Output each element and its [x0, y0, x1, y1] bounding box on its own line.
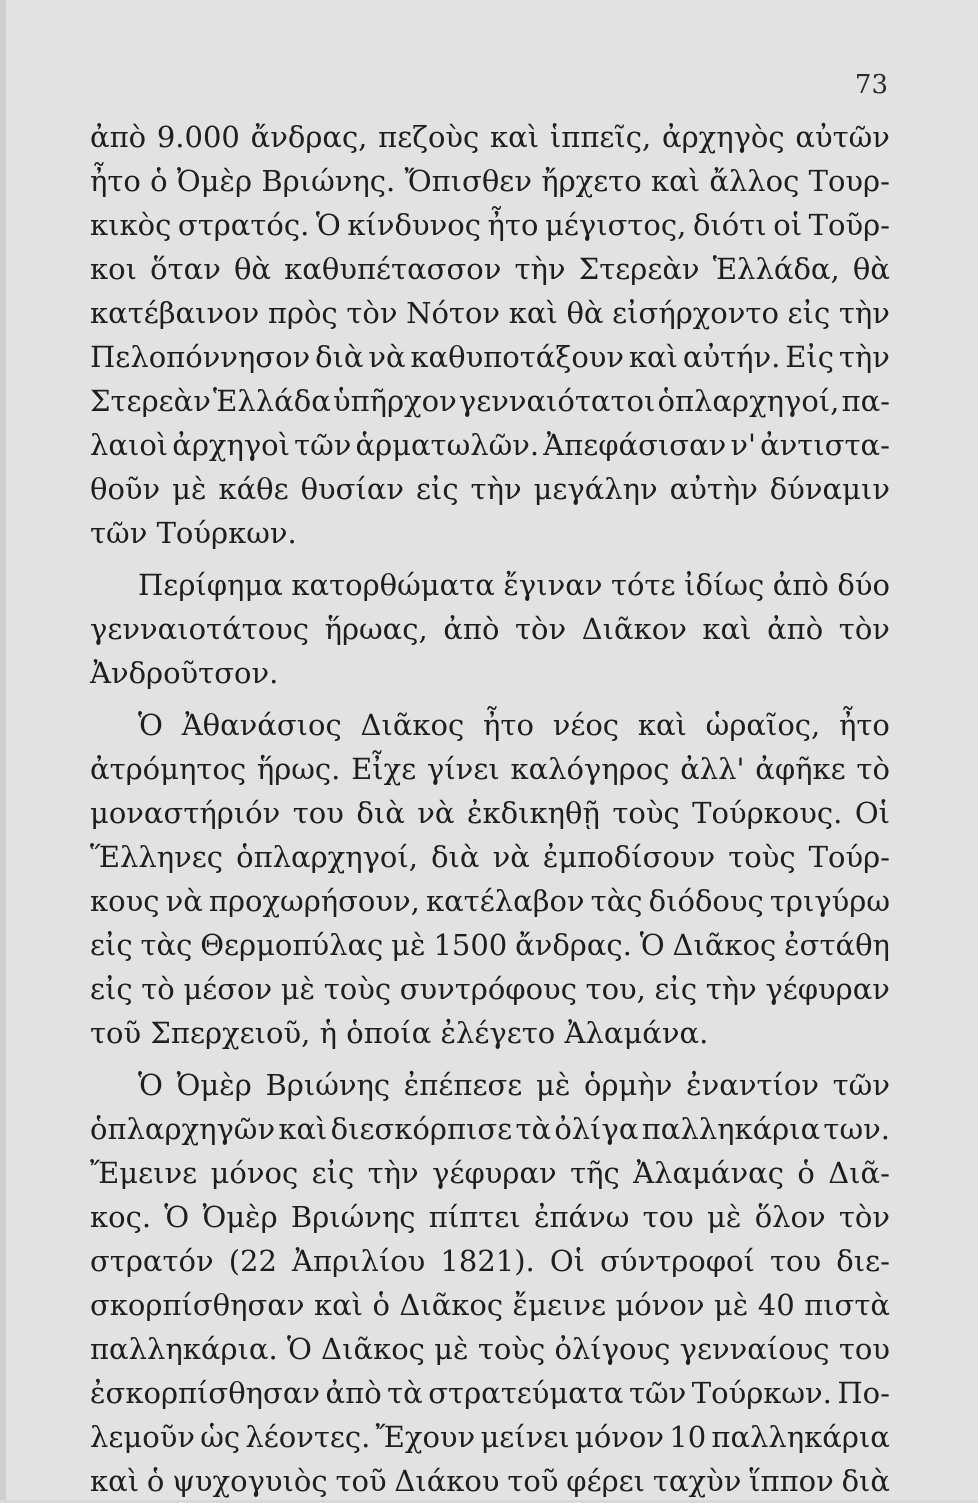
- page-edge: [0, 0, 6, 1500]
- paragraph-gap: [90, 555, 890, 563]
- text-line: κοι ὅταν θὰ καθυπέτασσον τὴν Στερεὰν Ἑλλάδα, θὰ: [90, 252, 890, 286]
- text-line: Ὁ Ὀμὲρ Βριώνης ἐπέπεσε μὲ ὁρμὴν ἐναντίον τῶν: [138, 1068, 890, 1102]
- text-line: λαιοὶ ἀρχηγοὶ τῶν ἁρματωλῶν. Ἀπεφάσισαν ν' ἀντιστα-: [90, 428, 890, 462]
- text-line: Ἕλληνες ὁπλαρχηγοί, διὰ νὰ ἐμποδίσουν τοὺς Τούρ-: [90, 840, 890, 874]
- text-line: τῶν Τούρκων.: [90, 516, 297, 550]
- text-line: λεμοῦν ὡς λέοντες. Ἔχουν μείνει μόνον 10 παλληκάρια: [90, 1420, 890, 1454]
- text-line: παλληκάρια. Ὁ Διᾶκος μὲ τοὺς ὀλίγους γενναίους του: [90, 1332, 890, 1366]
- text-line: εἰς τὰς Θερμοπύλας μὲ 1500 ἄνδρας. Ὁ Διᾶκος ἐστάθη: [90, 928, 890, 962]
- text-line: Περίφημα κατορθώματα ἔγιναν τότε ἰδίως ἀπὸ δύο: [138, 568, 890, 602]
- text-line: ἐσκορπίσθησαν ἀπὸ τὰ στρατεύματα τῶν Τούρκων. Πο-: [90, 1376, 890, 1410]
- paragraph-gap: [90, 1055, 890, 1063]
- paragraph-gap: [90, 695, 890, 703]
- text-line: κους νὰ προχωρήσουν, κατέλαβον τὰς διόδους τριγύρω: [90, 884, 890, 918]
- text-line: Στερεὰν Ἑλλάδα ὑπῆρχον γενναιότατοι ὁπλαρχηγοί, πα-: [90, 384, 890, 418]
- text-line: Ὁ Ἀθανάσιος Διᾶκος ἦτο νέος καὶ ὡραῖος, ἦτο: [138, 708, 890, 742]
- text-line: ἀπὸ 9.000 ἄνδρας, πεζοὺς καὶ ἱππεῖς, ἀρχηγὸς αὐτῶν: [90, 120, 890, 154]
- text-line: γενναιοτάτους ἥρωας, ἀπὸ τὸν Διᾶκον καὶ ἀπὸ τὸν: [90, 612, 890, 646]
- text-line: ἦτο ὁ Ὀμὲρ Βριώνης. Ὄπισθεν ἤρχετο καὶ ἄλλος Τουρ-: [90, 164, 890, 198]
- text-line: κατέβαινον πρὸς τὸν Νότον καὶ θὰ εἰσήρχοντο εἰς τὴν: [90, 296, 890, 330]
- text-line: εἰς τὸ μέσον μὲ τοὺς συντρόφους του, εἰς τὴν γέφυραν: [90, 972, 890, 1006]
- text-line: Πελοπόννησον διὰ νὰ καθυποτάξουν καὶ αὐτήν. Εἰς τὴν: [90, 340, 890, 374]
- text-line: ἀτρόμητος ἥρως. Εἶχε γίνει καλόγηρος ἀλλ' ἀφῆκε τὸ: [90, 752, 890, 786]
- text-line: κος. Ὁ Ὀμὲρ Βριώνης πίπτει ἐπάνω του μὲ ὅλον τὸν: [90, 1200, 890, 1234]
- page-number: 73: [854, 70, 888, 100]
- body-text: [90, 115, 890, 1503]
- text-line: κικὸς στρατός. Ὁ κίνδυνος ἦτο μέγιστος, διότι οἱ Τοῦρ-: [90, 208, 890, 242]
- text-line: ὁπλαρχηγῶν καὶ διεσκόρπισε τὰ ὀλίγα παλληκάρια των.: [90, 1112, 890, 1146]
- text-line: καὶ ὁ ψυχογυιὸς τοῦ Διάκου τοῦ φέρει ταχὺν ἵππον διὰ: [90, 1464, 890, 1498]
- text-line: στρατόν (22 Ἀπριλίου 1821). Οἱ σύντροφοί του διε-: [90, 1244, 890, 1278]
- text-line: σκορπίσθησαν καὶ ὁ Διᾶκος ἔμεινε μόνον μὲ 40 πιστὰ: [90, 1288, 890, 1322]
- text-line: Ἀνδροῦτσον.: [90, 656, 279, 690]
- text-line: μοναστήριόν του διὰ νὰ ἐκδικηθῇ τοὺς Τούρκους. Οἱ: [90, 796, 890, 830]
- text-line: Ἔμεινε μόνος εἰς τὴν γέφυραν τῆς Ἀλαμάνας ὁ Διᾶ-: [90, 1156, 890, 1190]
- text-line: θοῦν μὲ κάθε θυσίαν εἰς τὴν μεγάλην αὐτὴν δύναμιν: [90, 472, 890, 506]
- text-line: τοῦ Σπερχειοῦ, ἡ ὁποία ἐλέγετο Ἀλαμάνα.: [90, 1016, 709, 1050]
